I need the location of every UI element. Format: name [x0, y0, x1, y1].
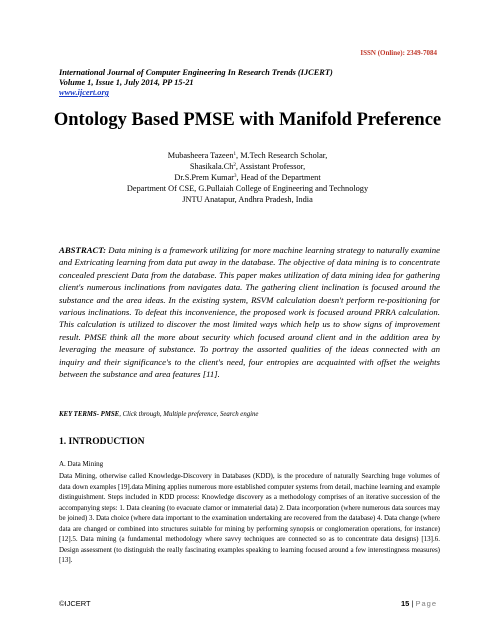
author-line-2	[0, 161, 495, 172]
page-number: 15	[401, 599, 410, 608]
issn-label: ISSN (Online): 2349-7084	[360, 49, 437, 57]
paper-title: Ontology Based PMSE with Manifold Preference	[53, 110, 442, 130]
author-role: , Head of the Department	[236, 173, 321, 182]
subsection-heading: A. Data Mining	[59, 460, 104, 468]
keywords-label: KEY TERMS- PMSE	[59, 411, 120, 418]
journal-header	[59, 68, 439, 98]
page-word: Page	[415, 599, 437, 608]
affiliation-university: JNTU Anatapur, Andhra Pradesh, India	[182, 195, 313, 204]
author-line-1	[0, 150, 495, 161]
keywords-text: , Click through, Multiple preference, Search engine	[119, 411, 259, 418]
author-superscript: 3	[234, 174, 237, 179]
journal-name: International Journal of Computer Engineering In Research Trends (IJCERT)	[59, 68, 333, 77]
footer-copyright: ©IJCERT	[59, 599, 91, 608]
abstract-text: Data mining is a framework utilizing for more machine learning strategy to naturally examine and Extricating learning from data put away in the database. The objective of data mining is to concentrate concealed prescient Data from the database. This paper makes utilization of data mining idea for gathering client's numerous inclinations from navigates data. The gathering client inclination is focused around the substance and the area ideas. In the existing system, RSVM calculation doesn't perform re-positioning for various inclinations. To defeat this inconvenience, the proposed work is focused around PRRA calculation. This calculation is utilized to discover the most limited ways which help us to show signs of improvement result. PMSE think all the more about security which focused around client and in the addition area by leveraging the measure of substance. To portray the assorted qualities of the ideas connected with an inquiry and their significance's to the client's need, four entropies are acquainted with offset the weights between the substance and area features [11].	[59, 245, 440, 380]
author-name: Shasikala.Ch	[189, 162, 234, 171]
author-superscript: 2	[233, 163, 236, 168]
author-line-3	[0, 172, 495, 183]
journal-url-link[interactable]: www.ijcert.org	[59, 88, 109, 97]
author-superscript: 1	[233, 152, 237, 157]
journal-volume: Volume 1, Issue 1, July 2014, PP 15-21	[59, 78, 194, 87]
abstract-paragraph	[59, 244, 440, 380]
affiliation-department: Department Of CSE, G.Pullaiah College of Engineering and Technology	[126, 184, 369, 193]
author-name: Mubasheera Tazeen	[167, 151, 234, 160]
section-heading: 1. INTRODUCTION	[59, 437, 145, 447]
keywords-line	[59, 411, 440, 418]
author-role: , Assistant Professor,	[235, 162, 306, 171]
abstract-label: ABSTRACT:	[59, 245, 107, 255]
author-role: , M.Tech Research Scholar,	[236, 151, 328, 160]
page-separator: |	[409, 599, 416, 608]
author-block	[0, 150, 495, 205]
author-name: Dr.S.Prem Kumar	[174, 173, 235, 182]
body-paragraph: Data Mining, otherwise called Knowledge-Discovery in Databases (KDD), is the procedure of naturally Searching huge volumes of data down examples [19].data Mining applies numerous more established computer systems from detail, machine learning and example distinguishment. Steps included in KDD process: Knowledge discovery as a methodology comprises of an iterative succession of the accompanying steps: 1. Data cleaning (to evacuate clamor or immaterial data) 2. Data incorporation (where numerous data sources may be joined) 3. Data choice (where data important to the examination undertaking are recovered from the database) 4. Data change (where data are changed or combined into structures suitable for mining by performing synopsis or conglomeration operations, for instance)[12].5. Data mining (a fundamental methodology where savvy techniques are connected so as to concentrate data designs) [13].6. Design assessment (to distinguish the really fascinating examples speaking to learning focused around a few interestingness measures) [13].	[59, 472, 440, 565]
footer-page-number	[401, 599, 437, 608]
